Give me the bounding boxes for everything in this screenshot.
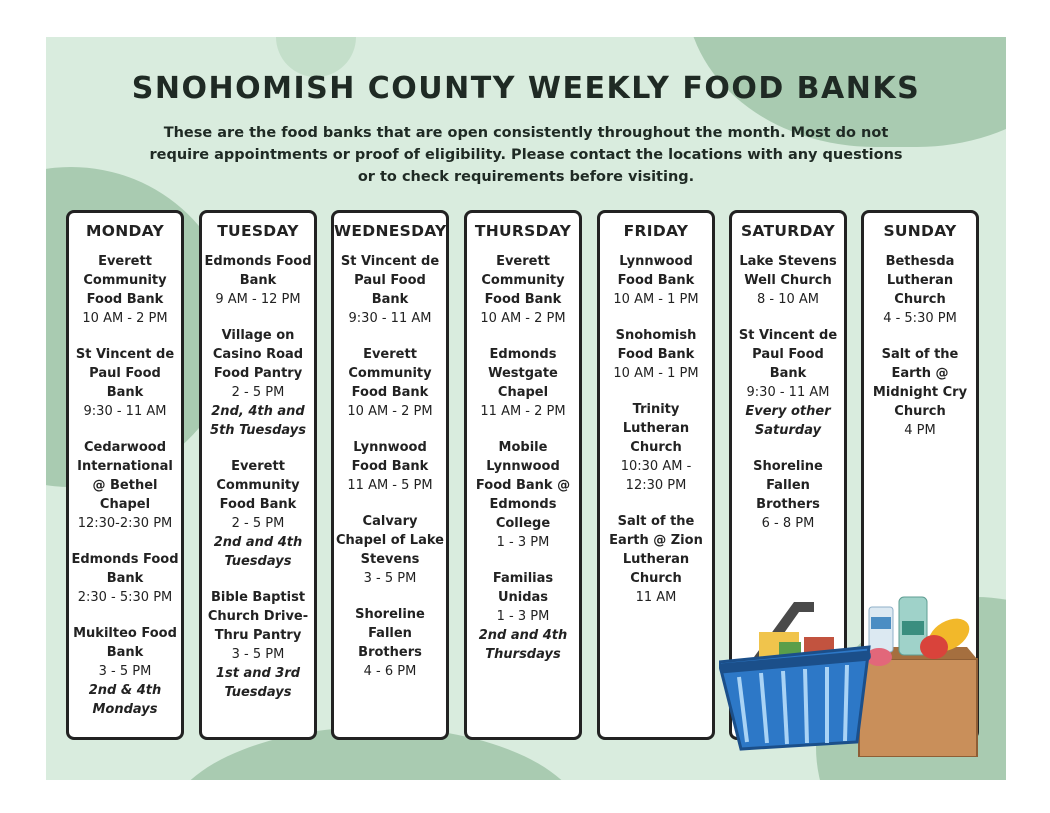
food-bank-entry [334,252,446,328]
day-heading: WEDNESDAY [334,222,447,240]
food-bank-name: Shoreline Fallen Brothers [355,607,425,660]
food-bank-name: Everett Community Food Bank [481,254,565,307]
food-bank-time: 11 AM [635,590,677,605]
food-bank-entry [69,550,181,607]
food-bank-name: Mobile Lynnwood Food Bank @ Edmonds College [475,440,571,531]
food-bank-entry [600,400,712,495]
food-bank-time: 9:30 - 11 AM [83,404,167,419]
food-bank-list [600,252,712,607]
food-bank-entry [600,326,712,383]
food-bank-entry [202,588,314,702]
day-heading: THURSDAY [474,222,572,240]
day-column-friday [597,210,715,740]
food-bank-name: Edmonds Westgate Chapel [488,347,558,400]
food-bank-time: 11 AM - 5 PM [347,478,433,493]
food-bank-entry [467,345,579,421]
food-bank-name: Shoreline Fallen Brothers [753,459,823,512]
day-column-tuesday [199,210,317,740]
food-bank-note: 2nd, 4th and 5th Tuesdays [210,404,306,438]
food-bank-time: 4 - 5:30 PM [883,311,957,326]
food-bank-time: 1 - 3 PM [496,609,550,624]
food-bank-entry [334,345,446,421]
food-bank-entry [202,252,314,309]
food-bank-time: 9:30 - 11 AM [348,311,432,326]
food-bank-name: Snohomish Food Bank [615,328,697,362]
food-bank-list [732,252,844,533]
food-bank-time: 11 AM - 2 PM [480,404,566,419]
day-heading: SATURDAY [740,222,836,240]
food-bank-name: Everett Community Food Bank [216,459,300,512]
food-bank-name: Everett Community Food Bank [348,347,432,400]
food-bank-entry [334,438,446,495]
food-bank-note: 2nd and 4th Tuesdays [213,535,303,569]
grocery-basket-and-bag-icon [719,577,979,757]
day-heading: SUNDAY [883,222,957,240]
food-bank-name: Familias Unidas [492,571,554,605]
food-bank-entry [467,569,579,664]
food-bank-entry [864,252,976,328]
food-bank-time: 12:30-2:30 PM [77,516,173,531]
food-bank-entry [600,252,712,309]
food-bank-time: 4 - 6 PM [363,664,417,679]
food-bank-entry [69,624,181,719]
day-column-thursday [464,210,582,740]
food-bank-list [202,252,314,702]
food-bank-note: 2nd and 4th Thursdays [478,628,568,662]
food-bank-name: Bible Baptist Church Drive-Thru Pantry [207,590,309,643]
food-bank-time: 1 - 3 PM [496,535,550,550]
food-bank-list [467,252,579,664]
page-subtitle: These are the food banks that are open consistently throughout the month. Most do not require appointments or proof of eligibility. Please contact the locations with any questions or to check requirements before visiting. [149,125,903,185]
day-column-monday [66,210,184,740]
food-bank-name: Lake Stevens Well Church [739,254,837,288]
food-bank-name: Edmonds Food Bank [71,552,179,586]
food-bank-time: 10 AM - 1 PM [613,366,699,381]
food-bank-entry [69,252,181,328]
food-bank-name: Lynnwood Food Bank [617,254,695,288]
food-bank-name: Everett Community Food Bank [83,254,167,307]
day-column-wednesday [331,210,449,740]
food-bank-time: 9:30 - 11 AM [746,385,830,400]
food-bank-time: 2 - 5 PM [231,516,285,531]
food-bank-entry [600,512,712,607]
food-bank-note: 1st and 3rd Tuesdays [215,666,301,700]
food-bank-time: 3 - 5 PM [98,664,152,679]
food-bank-name: St Vincent de Paul Food Bank [75,347,175,400]
food-bank-entry [202,457,314,571]
page-title: SNOHOMISH COUNTY WEEKLY FOOD BANKS [131,71,921,106]
food-bank-time: 8 - 10 AM [756,292,819,307]
food-bank-time: 10 AM - 2 PM [347,404,433,419]
food-bank-time: 4 PM [904,423,936,438]
food-bank-name: Edmonds Food Bank [204,254,312,288]
flyer [46,37,1006,780]
food-bank-entry [732,457,844,533]
food-bank-time: 3 - 5 PM [231,647,285,662]
food-bank-name: Calvary Chapel of Lake Stevens [336,514,444,567]
food-bank-entry [202,326,314,440]
food-bank-entry [732,252,844,309]
food-bank-name: Bethesda Lutheran Church [885,254,955,307]
day-heading: TUESDAY [217,222,299,240]
food-bank-name: St Vincent de Paul Food Bank [340,254,440,307]
food-bank-name: Salt of the Earth @ Midnight Cry Church [872,347,968,419]
food-bank-time: 2 - 5 PM [231,385,285,400]
food-bank-name: Trinity Lutheran Church [622,402,690,455]
food-bank-time: 2:30 - 5:30 PM [77,590,173,605]
day-heading: FRIDAY [623,222,689,240]
food-bank-time: 9 AM - 12 PM [215,292,301,307]
food-bank-list [864,252,976,440]
food-bank-note: Every other Saturday [745,404,831,438]
food-bank-name: St Vincent de Paul Food Bank [738,328,838,381]
food-bank-entry [732,326,844,440]
food-bank-name: Cedarwood International @ Bethel Chapel [77,440,173,512]
food-bank-time: 10 AM - 2 PM [82,311,168,326]
food-bank-entry [864,345,976,440]
food-bank-time: 6 - 8 PM [761,516,815,531]
food-bank-entry [334,605,446,681]
food-bank-time: 10:30 AM - 12:30 PM [620,459,692,493]
food-bank-entry [69,345,181,421]
food-bank-time: 10 AM - 2 PM [480,311,566,326]
food-bank-entry [334,512,446,588]
food-bank-name: Lynnwood Food Bank [351,440,429,474]
food-bank-time: 3 - 5 PM [363,571,417,586]
food-bank-entry [69,438,181,533]
food-bank-entry [467,438,579,552]
day-heading: MONDAY [86,222,164,240]
food-bank-list [334,252,446,681]
food-bank-list [69,252,181,719]
food-bank-name: Village on Casino Road Food Pantry [212,328,304,381]
food-bank-entry [467,252,579,328]
food-bank-name: Salt of the Earth @ Zion Lutheran Church [609,514,703,586]
food-bank-note: 2nd & 4th Mondays [88,683,162,717]
food-bank-time: 10 AM - 1 PM [613,292,699,307]
food-bank-name: Mukilteo Food Bank [73,626,177,660]
